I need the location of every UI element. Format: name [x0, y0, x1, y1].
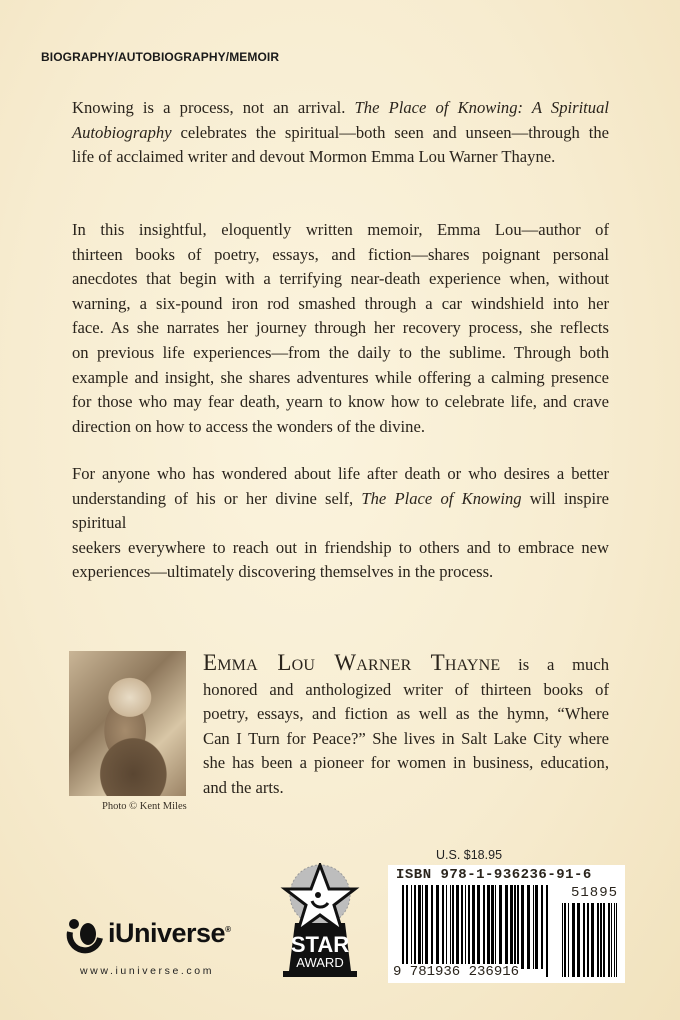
text-line — [72, 267, 609, 292]
barcode-bar — [591, 903, 594, 977]
barcode-bar — [517, 885, 519, 969]
text-line — [72, 560, 609, 585]
barcode-bar — [495, 885, 496, 969]
barcode-bar — [564, 903, 566, 977]
book-title-italic: The Place of Knowing — [361, 488, 522, 508]
publisher-url: www.iuniverse.com — [80, 965, 215, 977]
price-code: 51895 — [570, 885, 618, 901]
bio-text: is a much — [500, 655, 610, 674]
text-segment: In this insightful, eloquently written memoir, Emma Lou—author of — [72, 220, 609, 239]
barcode-bar — [535, 885, 538, 969]
barcode-bar — [533, 885, 534, 969]
barcode-bar — [450, 885, 451, 969]
barcode-bar — [431, 885, 433, 969]
text-line — [72, 415, 609, 440]
barcode-bar — [442, 885, 444, 969]
text-segment: on previous life experiences—from the daily to the sublime. Through both — [72, 342, 609, 362]
barcode-bar — [446, 885, 447, 969]
author-name: Emma Lou Warner Thayne — [203, 650, 501, 675]
author-photo — [69, 651, 186, 796]
barcode-bar — [491, 885, 494, 969]
barcode-bar — [510, 885, 513, 969]
barcode-bar — [414, 885, 416, 969]
barcode-bar — [514, 885, 516, 969]
barcode-bar — [541, 885, 543, 969]
bio-text: and the arts. — [203, 777, 284, 797]
barcode-bar — [562, 903, 563, 977]
barcode-bar — [527, 885, 530, 969]
barcode-bar — [461, 885, 463, 969]
description-paragraph — [72, 96, 609, 170]
barcode-bar — [546, 885, 548, 977]
ean-number: 9 781936 236916 — [393, 964, 520, 980]
award-line2: AWARD — [296, 955, 344, 970]
text-line — [72, 243, 609, 268]
barcode-bar — [422, 885, 423, 969]
barcode-bar — [452, 885, 454, 969]
barcode-bar — [487, 885, 490, 969]
text-segment: life of acclaimed writer and devout Mormon Emma Lou Warner Thayne. — [72, 147, 556, 167]
description-paragraph — [72, 462, 609, 585]
barcode-bar — [425, 885, 428, 969]
barcode-bar — [597, 903, 599, 977]
text-segment: thirteen books of poetry, essays, and fiction—shares poignant personal — [72, 244, 609, 264]
bio-line — [203, 727, 609, 752]
barcode-bar — [465, 885, 466, 969]
bio-text: poetry, essays, and fiction as well as the hymn, “Where — [203, 704, 609, 724]
text-segment: For anyone who has wondered about life after death or who desires a better — [72, 464, 609, 483]
text-segment: for those who may fear death, yearn to know how to celebrate life, and crave — [72, 392, 609, 412]
barcode-bar — [483, 885, 485, 969]
bio-line — [203, 651, 609, 678]
iuniverse-icon — [66, 918, 106, 958]
barcode-bar — [436, 885, 439, 969]
text-line — [72, 96, 609, 121]
bio-text: honored and anthologized writer of thirteen books of — [203, 679, 609, 699]
text-line — [72, 487, 609, 536]
barcode-bar — [611, 903, 612, 977]
barcode-bar — [572, 903, 575, 977]
text-line — [72, 366, 609, 391]
barcode-bar — [505, 885, 508, 969]
bio-text: she has been a pioneer for women in business, education, — [203, 753, 609, 773]
iuniverse-logo — [66, 918, 231, 963]
price: U.S. $18.95 — [436, 848, 503, 862]
bio-line — [203, 702, 609, 727]
text-segment: anecdotes that begin with a terrifying near-death experience when, without — [72, 269, 609, 289]
description-paragraph — [72, 218, 609, 439]
text-line — [72, 390, 609, 415]
barcode-bar — [568, 903, 569, 977]
text-segment: experiences—ultimately discovering themselves in the process. — [72, 562, 494, 582]
barcode — [388, 865, 625, 983]
text-line — [72, 316, 609, 341]
barcode-bar — [616, 903, 617, 977]
barcode-bar — [603, 903, 605, 977]
barcode-bar — [468, 885, 470, 969]
text-line — [72, 292, 609, 317]
text-line — [72, 536, 609, 561]
text-segment: understanding of his or her divine self, — [72, 488, 362, 508]
barcode-bar — [577, 903, 580, 977]
star-award-badge — [277, 863, 363, 978]
text-line — [72, 218, 609, 243]
bio-text: Can I Turn for Peace?” She lives in Salt Lake City where — [203, 728, 609, 748]
barcode-bar — [521, 885, 524, 969]
publisher-name: iUniverse® — [108, 918, 231, 948]
text-line — [72, 462, 609, 487]
barcode-bar — [418, 885, 421, 969]
award-line1: STAR — [290, 932, 350, 957]
text-segment: face. As she narrates her journey through her recovery process, she reflects — [72, 318, 609, 338]
bio-line — [203, 678, 609, 703]
photo-credit: Photo © Kent Miles — [102, 801, 187, 812]
genre-label: BIOGRAPHY/AUTOBIOGRAPHY/MEMOIR — [41, 50, 280, 64]
isbn: ISBN 978-1-936236-91-6 — [396, 867, 592, 883]
bio-line — [203, 776, 609, 801]
text-line — [72, 341, 609, 366]
text-segment: will inspire spiritual — [72, 488, 609, 533]
text-segment: warning, a six-pound iron rod smashed through a car windshield into her — [72, 293, 609, 313]
text-segment: seekers everywhere to reach out in friendship to others and to embrace new — [72, 537, 609, 557]
barcode-bar — [608, 903, 610, 977]
text-line — [72, 121, 609, 146]
barcode-bar — [587, 903, 589, 977]
text-line — [72, 145, 609, 170]
text-segment: Knowing is a process, not an arrival. — [72, 98, 355, 117]
book-title-italic: The Place of Knowing: A Spiritual — [354, 98, 609, 117]
author-bio — [203, 651, 609, 801]
barcode-bar — [600, 903, 602, 977]
barcode-bar — [411, 885, 412, 969]
book-title-italic: Autobiography — [72, 122, 172, 142]
barcode-bar — [477, 885, 480, 969]
barcode-bar — [406, 885, 408, 969]
text-segment: celebrates the spiritual—both seen and unseen—through the — [171, 122, 609, 142]
text-segment: direction on how to access the wonders of the divine. — [72, 416, 425, 436]
barcode-bar — [583, 903, 585, 977]
barcode-bar — [614, 903, 615, 977]
bio-line — [203, 751, 609, 776]
barcode-bar — [456, 885, 459, 969]
text-segment: example and insight, she shares adventures while offering a calming presence — [72, 367, 609, 387]
barcode-bar — [499, 885, 502, 969]
